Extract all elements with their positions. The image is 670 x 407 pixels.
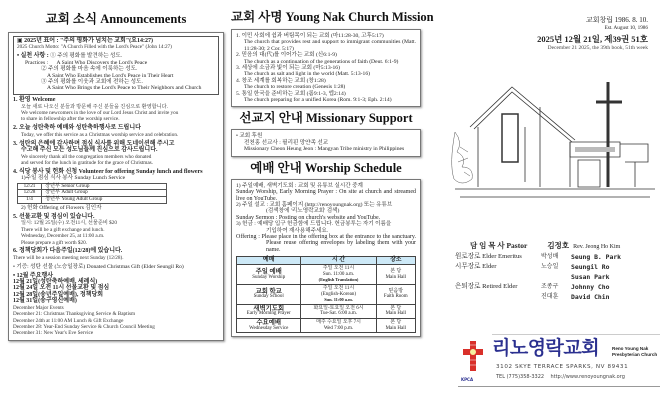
- time-ko: 매주 수요일 오후 7시: [316, 319, 361, 325]
- time-ko: 주일 오전 11시: [322, 285, 355, 291]
- event-ko: 12월 21일(성탄축하예배, 세례식): [13, 279, 98, 286]
- item1-ko: 오늘 새로 나오신 분들과 방문해 주신 분들을 진심으로 환영합니다.: [21, 103, 168, 110]
- church-website-link[interactable]: http://www.renoyoungnak.org: [550, 374, 625, 380]
- mission-item-ko: 4. 창조 세계를 회복하는 교회 (창1:28): [236, 77, 326, 84]
- elder-row: [455, 262, 621, 272]
- item3-head2: 수고해 주신 모든 성도님들께 진심으로 감사드립니다.: [21, 147, 158, 154]
- elder-role: 은퇴장로 Retired Elder: [455, 283, 518, 290]
- elder-role: [455, 272, 541, 282]
- service-name-ko: 새벽기도회: [253, 304, 285, 312]
- church-address: 3102 SKYE TERRACE SPARKS, NV 89431: [496, 364, 629, 370]
- elder-row: [455, 282, 621, 292]
- time-en: Tue-Sat. 6:00 a.m.: [320, 311, 357, 317]
- building-sign: [575, 147, 615, 152]
- elder-role: [455, 292, 541, 302]
- item2-head: 2. 오늘 성탄축하 예배와 성탄축하행사로 드립니다: [13, 125, 141, 132]
- place-ko: 본 당: [390, 319, 402, 325]
- service-cell: [237, 265, 301, 285]
- place-en: Main Hall: [385, 274, 407, 280]
- item3-en2: and served for the lunch in gratitude for the grace of Christmas.: [21, 159, 153, 166]
- event-en: December 31: New Year's Eve Service: [13, 330, 94, 337]
- time-ko: 주일 오전 11시: [322, 266, 355, 272]
- item5-l2: There will be a gift exchange and lunch.: [21, 226, 105, 233]
- practice-3-en: A Saint Who Brings the Lord's Peace to Their Neighbors and Church: [47, 85, 202, 92]
- time-ko: 화요일-토요일 오전 6시: [313, 305, 364, 311]
- elder-name-en: Susan Park: [571, 273, 610, 281]
- table-row: [237, 318, 416, 332]
- missionary-l3: Missionary Cheon Heung Jeon : Mangyan Tribe ministry in Philippines: [244, 146, 405, 153]
- donation: • 기증: 성탄 선물 (노승일장로) Donated Christmas Gift (Elder Seungil Ro): [13, 263, 184, 270]
- table-row: [237, 304, 416, 318]
- time-cell: [301, 304, 376, 318]
- item1-head: 1. 환영 Welcome: [13, 97, 56, 104]
- place-cell: [376, 284, 415, 304]
- mission-item-en: The church as a continuation of the generations of faith (Deut. 6:1-9): [244, 58, 399, 65]
- item1-en2: to share in fellowship after the worship service.: [21, 116, 120, 123]
- announcements-box: [8, 32, 224, 341]
- service-name-en: Wednesday Service: [249, 325, 289, 331]
- motto-en: 2025 Church Motto: "A Church Filled with the Lord's Peace" (John 14:27): [17, 44, 172, 51]
- missionary-title: 선교지 안내 Missionary Support: [239, 111, 413, 126]
- church-cross-logo-icon: [462, 340, 484, 376]
- time-en: Sun. 11:00 a.m.: [322, 271, 355, 277]
- founded-ko: 교회창립 1986. 8. 10.: [585, 16, 648, 24]
- col-time: 시 간: [301, 257, 376, 265]
- missionary-l2: 전천홍 선교사 : 필리핀 망얀족 선교: [244, 139, 329, 146]
- table-row: [237, 265, 416, 285]
- middle-column: [231, 10, 434, 337]
- church-phone: TEL (775)358-3322: [496, 374, 545, 380]
- event-en: December 21: Christmas Thanksgiving Service & Baptism: [13, 311, 136, 318]
- lunch-table: [17, 183, 167, 204]
- place-en: Main Hall: [385, 311, 407, 317]
- time-note: Sun. 11:00 a.m.: [324, 297, 353, 303]
- lunch-group: 청년부 Young Adult Group: [42, 197, 167, 204]
- service-cell: [237, 318, 301, 332]
- elder-row: [455, 252, 621, 262]
- logo-divider-top: [492, 334, 660, 335]
- service-name-ko: 수요예배: [256, 318, 282, 326]
- elders-list: [455, 252, 621, 302]
- item3-en1: We sincerely thank all the congregation members who donated: [21, 153, 152, 160]
- table-header-row: [237, 257, 416, 265]
- elder-name-ko: 진대훈: [541, 293, 559, 300]
- missionary-l1: • 교회 후원: [236, 133, 263, 140]
- cover-header: [537, 15, 648, 51]
- event-en: December 28: Year-End Sunday Service & Church Council Meeting: [13, 323, 155, 330]
- logo-divider-bottom: [458, 386, 660, 387]
- announcements-column: [8, 12, 224, 341]
- time-en: (English-Korean): [321, 291, 357, 297]
- logo-name-en: [612, 346, 657, 357]
- elder-role: 원로장로 Elder Emeritus: [455, 253, 522, 260]
- issue-date-ko: 2025년 12월 21일, 제39권 51호: [537, 34, 648, 44]
- item1-en1: We welcome newcomers in the love of our Lord Jesus Christ and invite you: [21, 110, 179, 117]
- logo-name-ko: 리노영락교회: [492, 337, 600, 359]
- logo-name-en1: Reno Young Nak: [612, 346, 649, 351]
- pastor-name-ko: 김정호: [547, 241, 570, 250]
- worship-box: [231, 179, 421, 337]
- founded-en: Est. August 10, 1986: [604, 25, 648, 31]
- item3-head1: 3. 성탄의 은혜에 감사하며 점심 식사를 위해 도네이션해 주시고: [13, 140, 175, 147]
- mission-item-ko: 1. 이민 사회에 쉼과 버팀목이 되는 교회 (마11:28-30, 고후5:17): [236, 33, 384, 39]
- time-cell: [301, 318, 376, 332]
- motto-ko: ▣ 2025년 표어 : "주의 평화가 넘치는 교회"(요14:27): [17, 38, 153, 44]
- practice-2-ko: ② 주의 평화를 마음 속에 이룩하는 성도.: [41, 66, 138, 73]
- item6-head: 6. 정책당회가 다음주일(12/28)에 있습니다.: [13, 248, 123, 255]
- event-en: December 24th at 11:00 AM Lunch & Gift Exchange: [13, 317, 124, 324]
- table-row: [237, 284, 416, 304]
- worship-p3: 3) 헌금 : 예배당 입구 헌금함에 드립니다. 헌금봉투는 자기 이름을: [236, 221, 392, 228]
- place-ko: 본 당: [390, 268, 402, 274]
- col-place: 장소: [376, 257, 415, 265]
- elder-row: [455, 272, 621, 282]
- events-en-head: December Major Events: [13, 304, 64, 311]
- mission-title: 교회 사명 Young Nak Church Mission: [231, 10, 434, 24]
- mission-item-en: The church to restore creation (Genesis 1:28): [244, 84, 346, 91]
- service-name-en: Sunday School: [253, 294, 284, 300]
- elder-name-ko: 조종구: [541, 283, 559, 290]
- mission-item-en: The church as salt and light in the world (Matt. 5:13-16): [244, 71, 370, 78]
- pastor-label: 담 임 목 사 Pastor: [470, 241, 528, 250]
- lunch-date: 12/28: [18, 190, 42, 197]
- elder-name-en: Seung B. Park: [571, 253, 622, 261]
- worship-p3b: 기입하여 재사용해주세요.: [266, 227, 329, 234]
- col-service: 예배: [237, 257, 301, 265]
- item5-head: 5. 선물교환 및 점심이 있습니다.: [13, 213, 95, 220]
- mission-item-ko: 2. 믿음의 대(代)를 이어가는 교회 (신6:1-9): [236, 52, 337, 59]
- table-row: [18, 197, 167, 204]
- event-ko: 12월 24일 오전 11시 선물교환 및 점심: [13, 285, 110, 292]
- place-cell: [376, 265, 415, 285]
- item5-l3: Wednesday, December 25, at 11:00 a.m.: [21, 233, 105, 240]
- place-en: Faith Room: [383, 294, 408, 300]
- practice-2-en: A Saint Who Establishes the Lord's Peace in Their Heart: [47, 72, 174, 79]
- place-cell: [376, 304, 415, 318]
- place-ko: 믿음방: [388, 288, 404, 294]
- worship-p1-en: Sunday Worship, Early Morning Prayer : On site at church and streamed live on YouTube.: [236, 189, 416, 202]
- service-cell: [237, 284, 301, 304]
- place-ko: 본 당: [390, 305, 402, 311]
- mission-item-ko: 5. 통일 한국을 준비하는 교회 (롬9:1-3, 엡2:14): [236, 90, 346, 97]
- item4-sub1: 1)주일 점심 식사 봉사 Sunday Lunch Service: [21, 175, 126, 182]
- contact-line: [496, 374, 625, 381]
- elder-name-ko: 노승일: [541, 263, 559, 270]
- place-cell: [376, 318, 415, 332]
- service-cell: [237, 304, 301, 318]
- worship-table: [236, 256, 416, 333]
- pastor-line: [470, 235, 620, 253]
- service-name-ko: 주일 예배: [255, 267, 282, 275]
- practice-1-ko: ① 주의 평화를 발견하는 성도.: [50, 53, 123, 60]
- missionary-box: [231, 129, 421, 156]
- church-building-illustration: [450, 72, 660, 207]
- mission-box: [231, 29, 421, 107]
- logo-badge: KPCA: [461, 377, 474, 382]
- lunch-group: 장년부 Senior Group: [42, 183, 167, 190]
- item5-l1: 일시: 12월 25일(수) 오전11시, 선물준비 $20: [21, 220, 117, 227]
- item6-en: There will be a session meeting next Sunday (12/28).: [13, 254, 124, 261]
- time-cell: [301, 265, 376, 285]
- practice-3-ko: ③ 주의 평화를 이웃과 교회에 전하는 성도.: [41, 78, 143, 85]
- service-name-en: Early Morning Prayer: [246, 311, 291, 317]
- elder-name-ko: [541, 272, 571, 282]
- worship-p2b: (검색창에 '리노영락교회' 검색): [266, 208, 340, 215]
- event-ko: 12월 28일(송년주일예배), 정책당회: [13, 291, 104, 298]
- elder-name-ko: 박성배: [541, 253, 559, 260]
- mission-item-en: The church preparing for a unified Korea (Rom. 9:1-3; Eph. 2:14): [244, 97, 392, 104]
- announcements-title: 교회 소식 Announcements: [45, 12, 187, 26]
- mission-item-ko: 3. 세상에 소금과 빛이 되는 교회 (마5:13-16): [236, 65, 340, 72]
- elder-name-en: Johnny Cho: [571, 283, 610, 291]
- issue-date-en: December 21 2025, the 39th book, 51th week: [547, 45, 648, 51]
- elder-role: 시무장로 Elder: [455, 263, 497, 270]
- item4-head: 4. 식당 봉사 및 헌화 신청 Volunteer for offering Sunday lunch and flowers: [13, 168, 203, 175]
- pastor-name-en: Rev. Jeong Ho Kim: [573, 244, 621, 250]
- item4-sub2: 2) 헌화 Offering of Flowers 김인자: [21, 205, 102, 212]
- lunch-group: 장년부 Adult Group: [42, 190, 167, 197]
- elder-name-en: David Chin: [571, 293, 610, 301]
- event-ko: 12월 31일(송구영신예배): [13, 298, 77, 305]
- logo-name-en2: Presbyterian Church: [612, 351, 658, 357]
- elder-row: [455, 292, 621, 302]
- item5-l4: Please prepare a gift worth $20.: [21, 239, 87, 246]
- service-name-en: Sunday Worship: [252, 274, 286, 280]
- worship-p3-en: Offering : Please place in the offering box at the entrance to the sanctuary. Please reuse offering envelopes by labeling them with your name.: [236, 233, 416, 253]
- mission-item-en: The church that provides rest and support to immigrant communities (Matt. 11:28-30; 2 Cor. 5:17): [244, 39, 416, 52]
- worship-p2: 2) 주일 설교 : 교회 홈페이지 (http://renoyoungnak.org) 또는 유튜브: [236, 201, 393, 208]
- time-cell: [301, 284, 376, 304]
- time-note: (English Translation): [318, 277, 359, 283]
- motto-box: [13, 36, 219, 95]
- table-row: [18, 183, 167, 190]
- place-en: Main Hall: [385, 325, 407, 331]
- time-en: Wed 7:00 p.m.: [323, 325, 354, 331]
- practice-1-en: A Saint Who Discovers the Lord's Peace: [56, 59, 148, 66]
- practices-ko-label: • 실천 사항 :: [17, 53, 49, 60]
- worship-p2-en: Sunday Sermon : Posting on church's website and YouTube.: [236, 214, 381, 221]
- events-head: • 12월 주요행사: [13, 272, 54, 279]
- item2-en: Today, we offer this service as a Christmas worship service and celebration.: [21, 131, 179, 138]
- elder-name-en: Seungil Ro: [571, 263, 610, 271]
- practices-en-label: Practices :: [25, 59, 49, 66]
- worship-p1: 1) 주일예배, 새벽기도회 : 교회 및 유튜브 실시간 중계: [236, 182, 363, 189]
- service-name-ko: 교회 학교: [255, 287, 282, 295]
- lunch-date: 12/21: [18, 183, 42, 190]
- worship-title: 예배 안내 Worship Schedule: [250, 160, 402, 175]
- lunch-date: 1/4: [18, 197, 42, 204]
